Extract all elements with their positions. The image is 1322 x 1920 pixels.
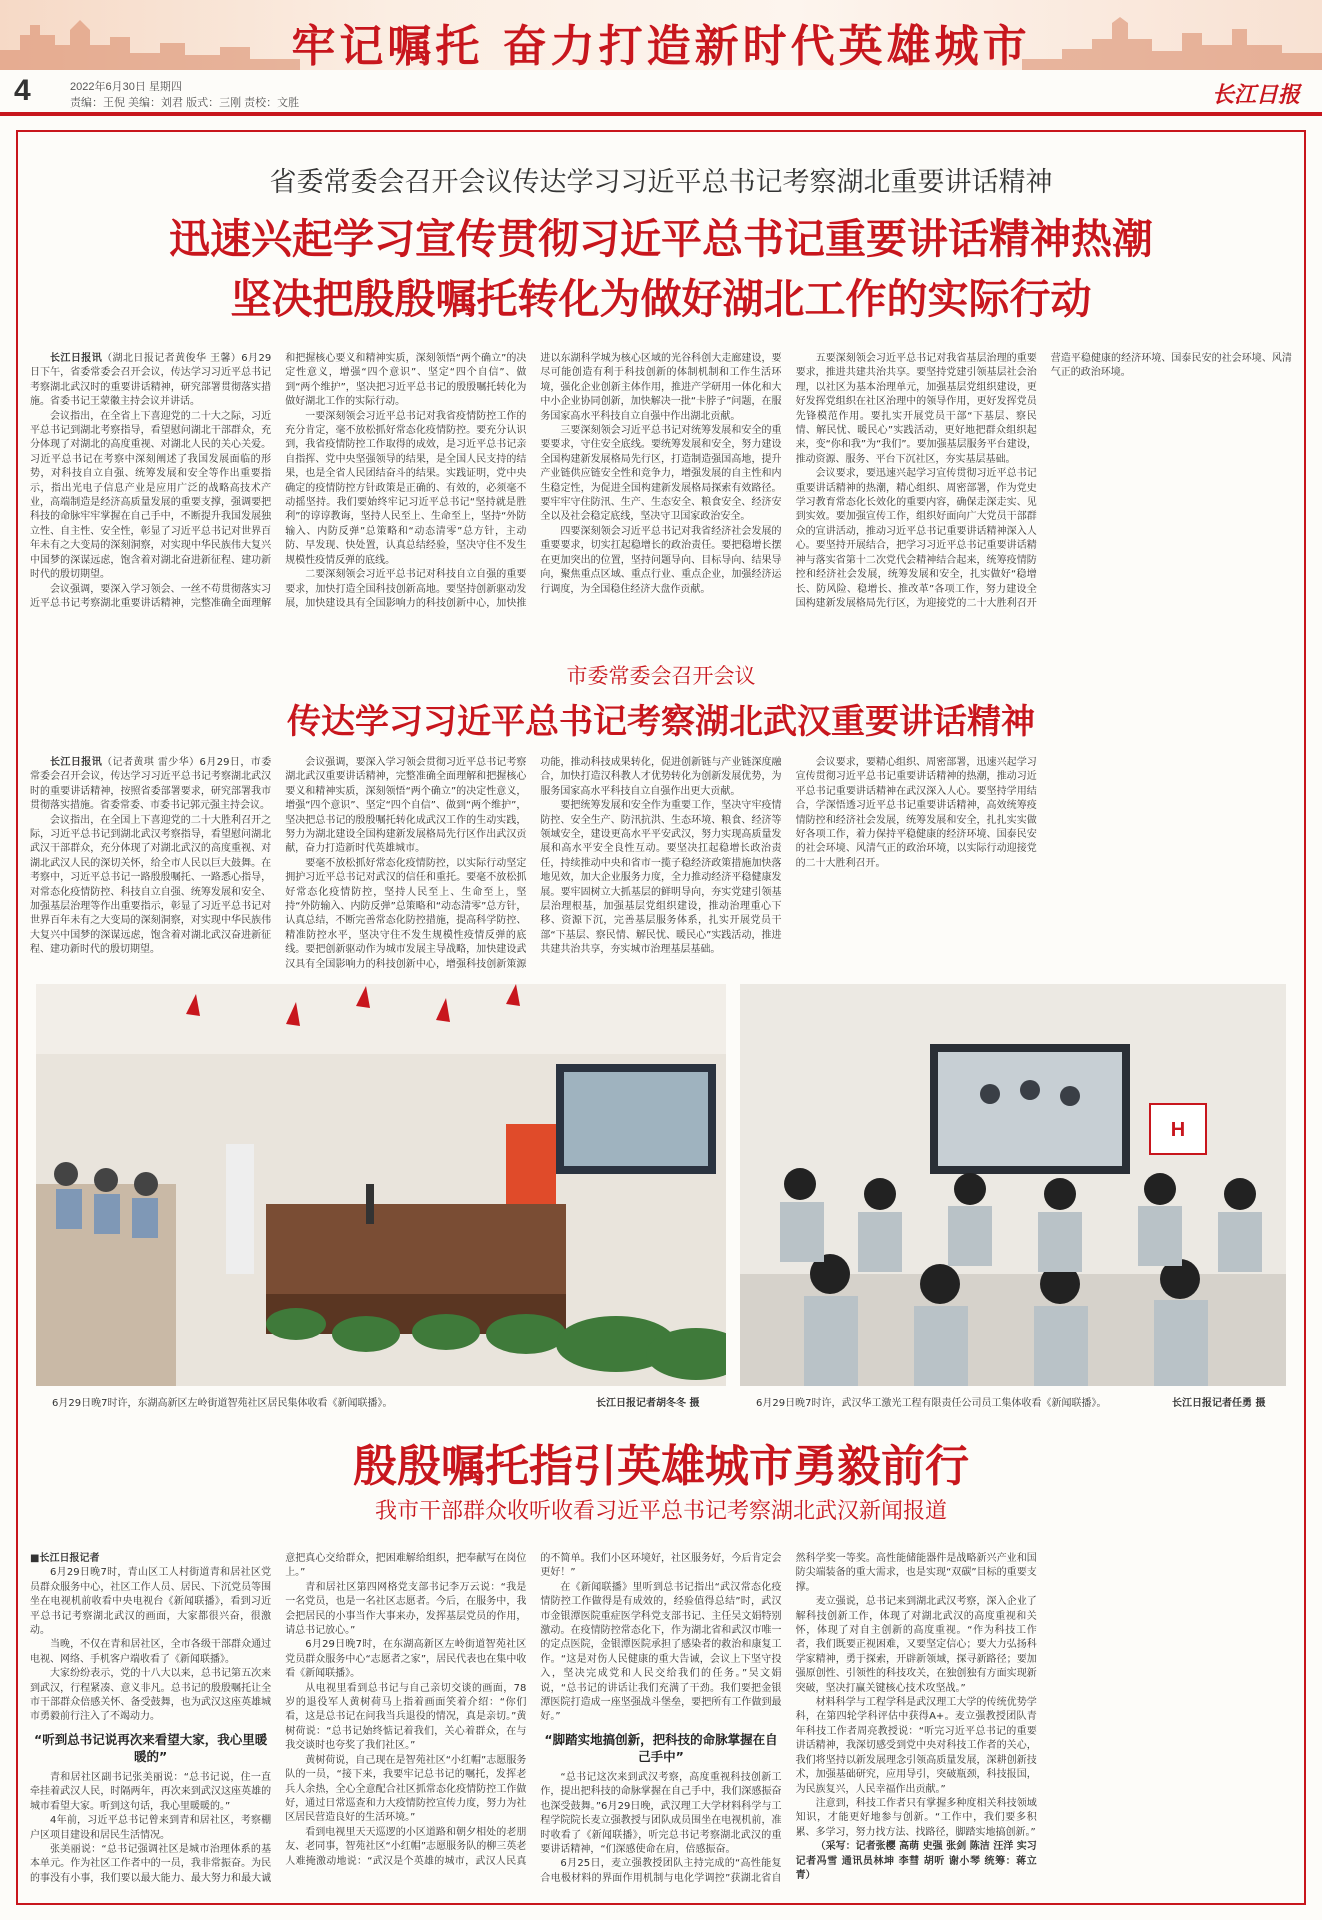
article3-subheadline: 我市干部群众收听收看习近平总书记考察湖北武汉新闻报道 xyxy=(374,1499,947,1524)
article1-paragraph: 会议指出，在全省上下喜迎党的二十大之际，习近平总书记到湖北考察指导，看望慰问湖北干部群众，充分体现了对湖北的高度重视、对湖北人民的关心关爱。习近平总书记在考察中深刻阐述了我国发展面临的形势，对科技自立自强、统筹发展和安全等作出重要指示，指出光电子信息产业是应用广泛的战略高技术产业，高端制造是经济高质量发展的重要支撑，强调要把科技的命脉牢牢掌握在自己手中，不断提升我国发展独立性、自主性、安全性，彰显了习近平总书记对世界百年未有之大变局的深刻洞察，对实现中华民族伟大复兴中国梦的深谋远虑，饱含着对湖北奋进新征程、建功新时代的殷切期望。 xyxy=(30,410,272,581)
article1-headline-2: 坚决把殷殷嘱托转化为做好湖北工作的实际行动 xyxy=(230,275,1092,323)
svg-text:H: H xyxy=(1170,1119,1186,1141)
issue-date: 2022年6月30日 星期四 xyxy=(70,81,182,93)
meeting-room-photo-icon xyxy=(36,984,726,1386)
article1-lead: （湖北日报记者黄俊华 王馨）6月29日下午，省委常委会召开会议，传达学习习近平总书记考察湖北武汉时的重要讲话精神，研究部署贯彻落实措施。省委书记王蒙徽主持会议并讲话。 xyxy=(30,353,272,408)
article1-paragraph: 一要深刻领会习近平总书记对我省疫情防控工作的充分肯定，毫不放松抓好常态化疫情防控。要充分认识到，我省疫情防控工作取得的成效，是习近平总书记亲自指挥、党中央坚强领导的结果，是全国人民支持的结果，也是全省人民团结奋斗的结果。实践证明，党中央确定的疫情防控方针政策是正确的、有效的，必须毫不动摇坚持。我们要始终牢记习近平总书记“坚持就是胜利”的谆谆教诲，坚持人民至上、生命至上，坚持“外防输入、内防反弹”总策略和“动态清零”总方针，主动防、早发现、快处置，认真总结经验，坚决守住不发生规模性疫情反弹的底线。 xyxy=(285,410,527,566)
article3-subhead: “脚踏实地搞创新，把科技的命脉掌握在自己手中” xyxy=(544,1731,778,1764)
masthead-banner xyxy=(0,0,1322,70)
article3-paragraph: 6月25日，麦立强教授团队主持完成的“高性能复合电极材料的界面作用机制与电化学调控”获湖北省自然科学奖一等奖。高性能储能器件是战略新兴产业和国防尖端装备的重大需求，也是实现“双碳”目标的重要支撑。 xyxy=(540,1553,1037,1884)
article3-paragraph: 张美丽说：“总书记强调社区是城市治理体系的基本单元。作为社区工作者中的一员，我非常振奋。为民的事没有小事，我们要以最大能力、最大努力和最大诚意把真心交给群众，把困难解给组织，把奉献写在岗位上。” xyxy=(30,1553,527,1884)
office-viewing-photo-icon xyxy=(740,984,1286,1386)
photo-caption xyxy=(52,1394,392,1409)
article1-paragraph: 会议要求，要迅速兴起学习宣传贯彻习近平总书记重要讲话精神的热潮，精心组织、周密部署，作为党史学习教育常态化长效化的重要内容，确保走深走实、见到实效。要加强宣传工作，组织好面向广大党员干部群众的宣讲活动，推动习近平总书记重要讲话精神深入人心。要坚持开展结合，把学习习近平总书记重要讲话精神与落实省第十二次党代会精神结合起来，统筹疫情防控和经济社会发展，统筹发展和安全，扎实做好“稳增长、防风险、稳增长、推改革”各项工作，努力建设全国构建新发展格局先行区，为迎接党的二十大胜利召开营造平稳健康的经济环境、国泰民安的社会环境、风清气正的政治环境。 xyxy=(795,353,1292,609)
newspaper-logo: 长江日报 xyxy=(1211,82,1300,108)
page-number: 4 xyxy=(14,74,31,107)
article1-paragraph: 四要深刻领会习近平总书记对我省经济社会发展的重要要求，切实扛起稳增长的政治责任。要把稳增长摆在更加突出的位置，坚持问题导向、目标导向、结果导向，聚焦重点区域、重点行业、重点企业，加强经济运行调度，为全国稳住经济大盘作贡献。 xyxy=(540,525,782,595)
photo-credit-text: 长江日报记者胡冬冬 摄 xyxy=(596,1398,700,1409)
article2-kicker: 市委常委会召开会议 xyxy=(566,664,756,688)
article2-paragraph: 要毫不放松抓好常态化疫情防控，以实际行动坚定拥护习近平总书记对武汉的信任和重托。要毫不放松抓好常态化疫情防控，坚持人民至上、生命至上，坚持“外防输入、内防反弹”总策略和“动态清零”总方针，认真总结，不断完善常态化防控措施，提高科学防控、精准防控水平，坚决守住不发生规模性疫情反弹的底线。要把创新驱动作为城市发展主导战略，加快建设武汉具有全国影响力的科技创新中心，增强科技创新策源功能，推动科技成果转化，促进创新链与产业链深度融合，加快打造汉科教人才优势转化为创新发展优势，为服务国家高水平科技自立自强作出更大贡献。 xyxy=(285,757,782,970)
article3-headline: 殷殷嘱托指引英雄城市勇毅前行 xyxy=(353,1441,969,1492)
article2-lead: （记者黄琪 雷少华）6月29日，市委常委会召开会议，传达学习习近平总书记考察湖北武汉时的重要讲话精神，按照省委部署要求，研究部署我市贯彻落实措施。省委常委、市委书记郭元强主持会议。 xyxy=(30,757,272,812)
photo-caption-text: 6月29日晚7时许，东湖高新区左岭街道智苑社区居民集体收看《新闻联播》。 xyxy=(52,1398,393,1409)
article3-credits: （采写：记者张樱 高萌 史强 张剑 陈洁 汪洋 实习记者冯雪 通讯员林坤 李彗 胡听 谢小琴 统筹：蒋立青） xyxy=(795,1841,1037,1881)
article3-paragraph: 青和居社区第四网格党支部书记李万云说：“我是一名党员，也是一名社区志愿者。今后，在服务中，我会把居民的小事当作大事来办，发挥基层党员的作用，请总书记放心。” xyxy=(285,1581,527,1637)
article1-byline: 长江日报讯 xyxy=(50,353,103,364)
article2-body xyxy=(30,756,1292,974)
article3-paragraph: 在《新闻联播》里听到总书记指出“武汉常态化疫情防控工作做得是有成效的，经验值得总结”时，武汉市金银潭医院重症医学科党支部书记、主任吴文娟特别激动。在疫情防控常态化下，作为湖北省和武汉市唯一的定点医院，金银潭医院承担了感染者的救治和康复工作。“这是对伤人民健康的重大告诫，会议上下坚守投入，坚决完成党和人民交给我们的任务。”吴文娟说，“总书记的讲话让我们充满了干劲。我们要把金银潭医院打造成一座坚强战斗堡垒，要把所有工作做到最好。” xyxy=(540,1581,782,1723)
article1-paragraph: 会议强调，要深入学习领会、一丝不苟贯彻落实习近平总书记考察湖北重要讲话精神，完整准确全面理解和把握核心要义和精神实质，深刻领悟“两个确立”的决定性意义，增强“四个意识”、坚定“四个自信”、做到“两个维护”，坚决把习近平总书记的殷殷嘱托转化为做好湖北工作的实际行动。 xyxy=(30,353,527,609)
article3-paragraph: 4年前，习近平总书记曾来到青和居社区，考察棚户区项目建设和居民生活情况。 xyxy=(30,1815,272,1841)
article3-paragraph: 大家纷纷表示，党的十八大以来，总书记第五次来到武汉，行程紧凑、意义非凡。总书记的殷殷嘱托让全市干部群众倍感关怀、备受鼓舞，也为武汉这座英雄城市勇毅前行注入了不竭动力。 xyxy=(30,1668,272,1723)
article3-paragraph: 当晚，不仅在青和居社区，全市各级干部群众通过电视、网络、手机客户端收看了《新闻联播》。 xyxy=(30,1639,272,1665)
article3-paragraph: 麦立强说，总书记来到湖北武汉考察，深入企业了解科技创新工作，体现了对湖北武汉的高度重视和关怀，体现了对自主创新的高度重视。“作为科技工作者，我们既要正视困难，又要坚定信心；要大力弘扬科学家精神，勇于探索，开辟新领域，探寻新路径；要加强原创性、引领性的科技攻关，在独创独有方面实现新突破，坚决打赢关键核心技术攻坚战。” xyxy=(795,1596,1037,1694)
article3-paragraph: 6月29日晚7时，在东湖高新区左岭街道智苑社区党员群众服务中心“志愿者之家”，居民代表也在集中收看《新闻联播》。 xyxy=(285,1639,527,1680)
editorial-staff: 责编：王倪 美编：刘君 版式：三刚 责校：文胜 xyxy=(70,97,300,109)
photo-caption xyxy=(756,1394,1106,1409)
article3-paragraph: 青和居社区副书记张美丽说：“总书记说，住一直牵挂着武汉人民，时隔两年，再次来到武汉这座英雄的城市看望大家。听到这句话，我心里暖暖的。” xyxy=(30,1771,272,1812)
article3-byline: ■长江日报记者 xyxy=(30,1553,100,1564)
photo-credit-text: 长江日报记者任勇 摄 xyxy=(1172,1398,1266,1409)
photo-credit xyxy=(596,1394,699,1409)
article3-paragraph: “总书记这次来到武汉考察，高度重视科技创新工作，提出把科技的命脉掌握在自己手中，我们深感振奋也深受鼓舞。”6月29日晚，武汉理工大学材料科学与工程学院院长麦立强教授与团队成员围坐在电视机前，准时收看了《新闻联播》，听完总书记考察湖北武汉的重要讲话精神，“们深感使命在肩，倍感振奋。 xyxy=(540,1771,782,1855)
article3-paragraph: 6月29日晚7时，青山区工人村街道青和居社区党员群众服务中心，社区工作人员、居民、下沉党员等围坐在电视机前收看中央电视台《新闻联播》，看到习近平总书记考察湖北武汉的画面，大家都很兴奋，很激动。 xyxy=(30,1567,272,1637)
photo-community-residents-watching xyxy=(36,984,726,1386)
photo-company-staff-watching xyxy=(740,984,1286,1386)
section-slogan: 牢记嘱托 奋力打造新时代英雄城市 xyxy=(291,21,1031,70)
page-meta-bar xyxy=(0,70,1322,116)
article3-paragraph: 注意到，科技工作者只有掌握多种度相关科技领域知识，才能更好地参与创新。“工作中，我们要多积累、多学习，努力找方法、找路径，脚踏实地搞创新。” xyxy=(795,1797,1037,1838)
article3-paragraph: 从电视里看到总书记与自己亲切交谈的画面，78岁的退役军人黄树荷马上指着画面笑着介绍：“你们看，这是总书记在问我当兵退役的情况，真是亲切。”黄树荷说：“总书记始终惦记着我们，关心着群众，在与我交谈时也夸奖了我们社区。” xyxy=(285,1682,527,1752)
article1-headline-1: 迅速兴起学习宣传贯彻习近平总书记重要讲话精神热潮 xyxy=(169,215,1153,263)
article1-paragraph: 三要深刻领会习近平总书记对统筹发展和安全的重要要求，守住安全底线。要统筹发展和安全，努力建设全国构建新发展格局先行区，打造制造强国高地，提升产业链供应链安全性和竞争力，增强发展的自主性和内生稳定性，为促进全国构建新发展格局探索有效路径。要牢牢守住防汛、生产、生态安全、粮食安全、经济安全以及社会稳定底线，坚决守卫国家政治安全。 xyxy=(540,425,782,523)
article2-paragraph: 会议要求，要精心组织、周密部署，迅速兴起学习宣传贯彻习近平总书记重要讲话精神的热潮，推动习近平总书记重要讲话精神在武汉深入人心。要坚持学用结合，学深悟透习近平总书记重要讲话精神，高效统筹疫情防控和经济社会发展，统筹发展和安全，扎扎实实做好各项工作，着力保持平稳健康的经济环境、国泰民安的社会环境、风清气正的政治环境，以实际行动迎接党的二十大胜利召开。 xyxy=(795,757,1037,869)
article1-body xyxy=(30,352,1292,620)
article2-paragraph: 会议指出，在全国上下喜迎党的二十大胜利召开之际，习近平总书记到湖北武汉考察指导，看望慰问湖北武汉干部群众，充分体现了对湖北武汉的高度重视、对湖北武汉人民的深切关怀，给全市人民以巨大鼓舞。在考察中，习近平总书记一路殷殷嘱托、一路悉心指导，对常态化疫情防控、科技自立自强、统筹发展和安全、加强基层治理等作出重要指示，彰显了习近平总书记对世界百年未有之大变局的深刻洞察，对实现中华民族伟大复兴中国梦的深谋远虑，饱含着对湖北武汉奋进新征程、建功新时代的殷切期望。 xyxy=(30,814,272,956)
article2-headline: 传达学习习近平总书记考察湖北武汉重要讲话精神 xyxy=(287,702,1035,742)
article3-paragraph: 黄树荷说，自己现在是智苑社区“小红帽”志愿服务队的一员，“接下来，我要牢记总书记的嘱托，发挥老兵人余热，全心全意配合社区抓常态化疫情防控工作做好，通过日常巡查和力大疫情防控宣传力度，努力为社区居民营造良好的生活环境。” xyxy=(285,1754,527,1824)
photo-credit xyxy=(1172,1394,1265,1409)
photo-caption-text: 6月29日晚7时许，武汉华工激光工程有限责任公司员工集体收看《新闻联播》。 xyxy=(756,1398,1107,1409)
article1-paragraph: 五要深刻领会习近平总书记对我省基层治理的重要要求，推进共建共治共享。要坚持党建引领基层社会治理，以社区为基本治理单元，加强基层党组织建设，更好发挥党组织在社区治理中的领导作用，更好发挥党员先锋模范作用。要扎实开展党员干部“下基层、察民情、解民忧、暖民心”实践活动，更好地把群众组织起来，变“你和我”为“我们”。要加强基层服务平台建设，推动资源、服务、平台下沉社区，夯实基层基础。 xyxy=(795,353,1037,465)
article2-byline: 长江日报讯 xyxy=(50,757,103,768)
article2-paragraph: 会议强调，要深入学习领会贯彻习近平总书记考察湖北武汉重要讲话精神，完整准确全面理解和把握核心要义和精神实质，深刻领悟“两个确立”的决定性意义，增强“四个意识”、坚定“四个自信”、做到“两个维护”，坚决把总书记的殷殷嘱托转化成武汉工作的生动实践，努力为湖北建设全国构建新发展格局先行区作出武汉贡献，奋力打造新时代英雄城市。 xyxy=(285,757,527,855)
article3-body xyxy=(30,1552,1292,1892)
article2-paragraph: 要把统筹发展和安全作为重要工作，坚决守牢疫情防控、安全生产、防汛抗洪、生态环境、粮食、经济等领域安全，建设更高水平平安武汉，努力实现高质量发展和高水平安全良性互动。要坚决扛起稳增长政治责任，持续推动中央和省市一揽子稳经济政策措施加快落地见效，加大企业服务力度，全力推动经济平稳健康发展。要牢固树立大抓基层的鲜明导向，夯实党建引领基层治理根基，加强基层党组织建设，推动治理重心下移、资源下沉，完善基层服务体系，扎实开展党员干部“下基层、察民情、解民忧、暖民心”实践活动，推进共建共治共享，夯实城市治理基层基础。 xyxy=(540,800,782,956)
article1-paragraph: 二要深刻领会习近平总书记对科技自立自强的重要要求，加快打造全国科技创新高地。要坚持创新驱动发展，加快建设具有全国影响力的科技创新中心，加快推进以东湖科学城为核心区域的光谷科创大走廊建设，要尽可能创造有利于科技创新的体制机制和工作生活环境，强化企业创新主体作用，推进产学研用一体化和大中小企业协同创新，加快解决一批“卡脖子”问题，在服务国家高水平科技自立自强中作出湖北贡献。 xyxy=(285,353,782,609)
article3-paragraph: 材料科学与工程学科是武汉理工大学的传统优势学科，在第四轮学科评估中获得A+。麦立强教授团队青年科技工作者周亮教授说：“听完习近平总书记的重要讲话精神，我深切感受到党中央对科技工作者的关心，我们将坚持以新发展理念引领高质量发展，深耕创新技术，加强基础研究，应用导引，突破瓶颈，科技报国，为民族复兴，人民幸福作出贡献。” xyxy=(795,1697,1037,1795)
article3-paragraph: 看到电视里天天巡逻的小区道路和朝夕相处的老朋友、老同事，智苑社区“小红帽”志愿服务队的柳三英老人难掩激动地说：“武汉是个英雄的城市，武汉人民真的不简单。我们小区环境好，社区服务好，今后肯定会更好！” xyxy=(285,1553,782,1867)
article3-subhead: “听到总书记说再次来看望大家，我心里暖暖的” xyxy=(33,1731,268,1764)
article1-kicker: 省委常委会召开会议传达学习习近平总书记考察湖北重要讲话精神 xyxy=(269,167,1053,198)
